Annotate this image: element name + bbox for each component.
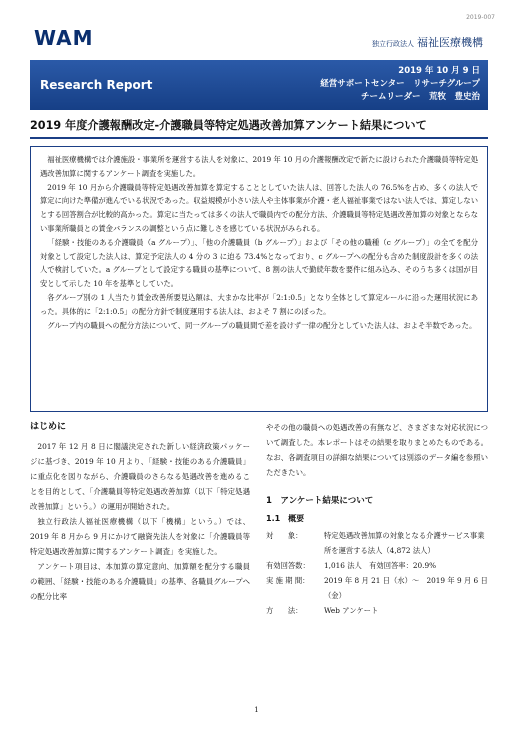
intro-paragraph: 独立行政法人福祉医療機構（以下「機構」という。）では、2019 年 8 月から 9 月にかけて融資先法人を対象に「介護職員等特定処遇改善加算に関するアンケート調査」を実施した。 <box>30 517 250 556</box>
logo-text: WAM <box>34 26 94 50</box>
summary-box <box>30 146 488 412</box>
summary-paragraph: 「経験・技能のある介護職員（a グループ）」、「他の介護職員（b グループ）」および「その他の職種（c グループ）」の全てを配分対象として設定した法人は、算定予定法人の 4 分の 3 に迫る 73.4%となっており、c グループへの配分も含めた制度設計を多くの法人で検討していた。a グループとして設定する職員の基準について、8 割の法人で勤続年数を要件に組み込み、そのうち多くは国が目安として示した 10 年を基準としていた。 <box>40 237 478 289</box>
document-title: 2019 年度介護報酬改定-介護職員等特定処遇改善加算アンケート結果について <box>30 117 488 139</box>
overview-item <box>266 603 488 618</box>
overview-key: 方 法： <box>266 606 303 615</box>
report-header-band <box>30 60 488 110</box>
report-meta <box>320 65 480 104</box>
intro-continuation: やその他の職員への処遇改善の有無など、さまざまな対応状況について調査した。本レポートはその結果を取りまとめたものである。なお、各調査項目の詳細な結果については別添のデータ編を参照いただきたい。 <box>266 423 488 477</box>
overview-key: 有効回答数： <box>266 561 310 570</box>
section-heading: 1 アンケート結果について <box>266 496 374 506</box>
summary-paragraph: 福祉医療機構では介護施設・事業所を運営する法人を対象に、2019 年 10 月の介護報酬改定で新たに設けられた介護職員等特定処遇改善加算に関するアンケート調査を実施した。 <box>40 155 478 178</box>
overview-value: 特定処遇改善加算の対象となる介護サービス事業所を運営する法人（4,872 法人） <box>324 531 485 555</box>
org-title: 福祉医療機構 <box>417 36 483 49</box>
overview-value: 1,016 法人 有効回答率：20.9% <box>324 561 437 570</box>
page-number: 1 <box>254 706 259 714</box>
right-column <box>266 420 488 618</box>
report-author: チームリーダー 荒牧 豊史治 <box>360 92 480 102</box>
subsection-heading: 1.1 概要 <box>266 514 305 523</box>
org-prefix: 独立行政法人 <box>372 40 414 48</box>
left-column <box>30 420 250 604</box>
overview-item <box>266 573 488 603</box>
report-date: 2019 年 10 月 9 日 <box>398 66 480 76</box>
summary-paragraph: グループ内の職員への配分方法について、同一グループの職員間で差を設けず一律の配分としていた法人は、およそ半数であった。 <box>47 320 477 330</box>
summary-paragraph: 2019 年 10 月から介護職員等特定処遇改善加算を算定することとしていた法人は、回答した法人の 76.5%を占め、多くの法人で算定に向けた準備が進んでいる状況であった。収益規模が小さい法人や主体事業が介護・老人福祉事業ではない法人では、算定しないとする回答割合が比較的高かった。算定に当たっては多くの法人で職員内での配分方法、介護職員等特定処遇改善加算の対象とならない事業所職員との賃金バランスの調整という点に難しさを感じている状況がみられる。 <box>40 182 478 233</box>
overview-value: Web アンケート <box>324 606 379 615</box>
report-dept: 経営サポートセンター リサーチグループ <box>320 79 480 89</box>
organization-name <box>372 34 483 50</box>
summary-paragraph: 各グループ別の 1 人当たり賃金改善所要見込額は、大まかな比率が「2:1:0.5」となり全体として算定ルールに沿った運用状況にあった。具体的に「2:1:0.5」の配分方針で制度運用する法人は、およそ 7 割にのぼった。 <box>40 292 478 316</box>
intro-paragraph: アンケート項目は、本加算の算定意向、加算額を配分する職員の範囲、「経験・技能のある介護職員」の基準、各職員グループへの配分比率 <box>30 562 250 601</box>
overview-key: 実 施 期 間： <box>266 576 310 585</box>
overview-value: 2019 年 8 月 21 日（水）～ 2019 年 9 月 6 日（金） <box>324 576 488 600</box>
overview-key: 対 象： <box>266 531 303 540</box>
wam-logo <box>34 26 94 50</box>
document-number: 2019-007 <box>466 14 495 21</box>
overview-item <box>266 558 488 573</box>
intro-paragraph: 2017 年 12 月 8 日に閣議決定された新しい経済政策パッケージに基づき、2019 年 10 月より、「経験・技能のある介護職員」に重点化を図りながら、介護職員のさらなる処遇改善を進めることを目的として、「介護職員等特定処遇改善加算（以下「特定処遇改善加算」という。）の運用が開始された。 <box>30 442 250 511</box>
overview-item <box>266 528 488 558</box>
intro-heading: はじめに <box>30 422 67 432</box>
report-label: Research Report <box>40 78 153 92</box>
